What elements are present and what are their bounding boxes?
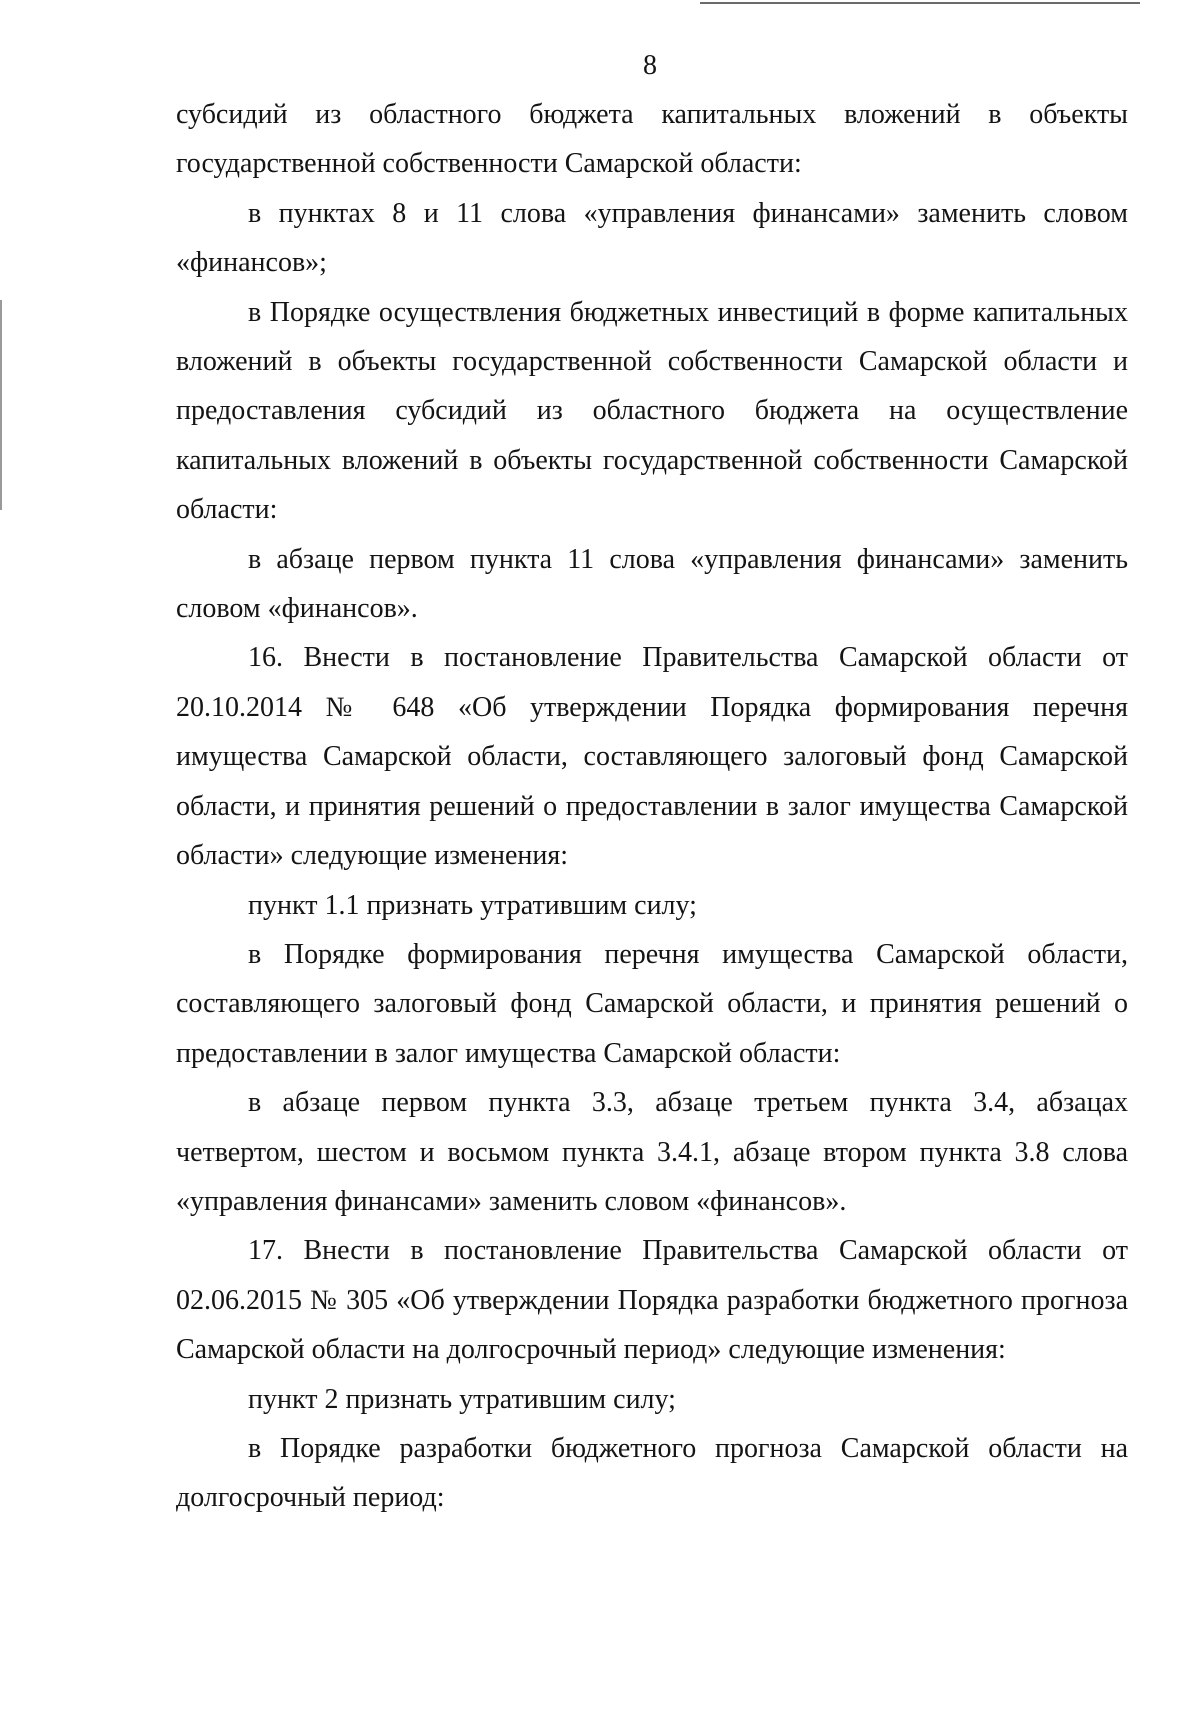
paragraph-4: в абзаце первом пункта 11 слова «управления финансами» заменить словом «финансов». bbox=[176, 543, 1128, 625]
paragraph-6: пункт 1.1 признать утратившим силу; bbox=[248, 889, 697, 921]
page-number: 8 bbox=[643, 50, 657, 81]
paragraph-10: пункт 2 признать утратившим силу; bbox=[248, 1383, 676, 1415]
paragraph-2: в пунктах 8 и 11 слова «управления финансами» заменить словом «финансов»; bbox=[176, 197, 1128, 279]
paragraph-8: в абзаце первом пункта 3.3, абзаце третьем пункта 3.4, абзацах четвертом, шестом и восьмом пункта 3.4.1, абзаце втором пункта 3.8 слова «управления финансами» заменить словом «финансов». bbox=[176, 1087, 1128, 1217]
document-body bbox=[176, 90, 1128, 1523]
paragraph-11: в Порядке разработки бюджетного прогноза Самарской области на долгосрочный период: bbox=[176, 1432, 1128, 1514]
paragraph-5-item-16: 16. Внести в постановление Правительства Самарской области от 20.10.2014 № 648 «Об утверждении Порядка формирования перечня имущества Самарской области, составляющего залоговый фонд Самарской области, и принятия решений о предоставлении в залог имущества Самарской области» следующие изменения: bbox=[176, 642, 1128, 872]
scan-edge-line bbox=[700, 2, 1140, 4]
paragraph-1: субсидий из областного бюджета капитальных вложений в объекты государственной собственности Самарской области: bbox=[176, 99, 1128, 180]
paragraph-9-item-17: 17. Внести в постановление Правительства Самарской области от 02.06.2015 № 305 «Об утверждении Порядка разработки бюджетного прогноза Самарской области на долгосрочный период» следующие изменения: bbox=[176, 1235, 1128, 1366]
paragraph-3: в Порядке осуществления бюджетных инвестиций в форме капитальных вложений в объекты государственной собственности Самарской области и предоставления субсидий из областного бюджета на осуществление капитальных вложений в объекты государственной собственности Самарской области: bbox=[176, 296, 1128, 526]
paragraph-7: в Порядке формирования перечня имущества Самарской области, составляющего залоговый фонд Самарской области, и принятия решений о предоставлении в залог имущества Самарской области: bbox=[176, 938, 1128, 1069]
scan-binding-edge bbox=[0, 300, 2, 510]
